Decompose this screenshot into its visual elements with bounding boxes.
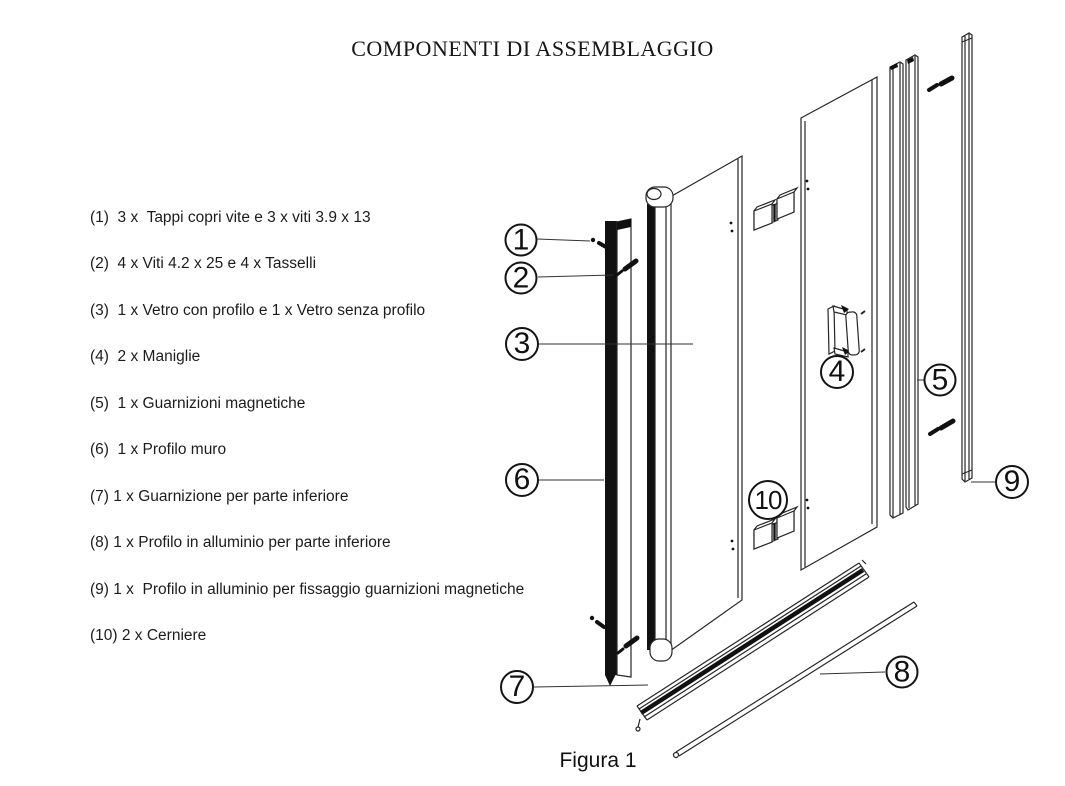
callout-6: 6 bbox=[505, 463, 539, 497]
hinge bbox=[754, 188, 797, 230]
glass-panel-without-profile bbox=[801, 77, 877, 570]
callout-10: 10 bbox=[748, 480, 788, 520]
callout-8: 8 bbox=[886, 656, 919, 689]
part-item-3: (3) 1 x Vetro con profilo e 1 x Vetro senza profilo bbox=[90, 302, 426, 319]
gasket-fixing-profile bbox=[962, 33, 972, 482]
callout-7: 7 bbox=[500, 670, 534, 704]
wall-profile bbox=[605, 219, 631, 686]
callout-5: 5 bbox=[924, 364, 957, 397]
figure-caption: Figura 1 bbox=[559, 749, 637, 772]
part-item-8: (8) 1 x Profilo in alluminio per parte inferiore bbox=[90, 534, 391, 551]
magnetic-gaskets bbox=[890, 55, 918, 518]
page-title: COMPONENTI DI ASSEMBLAGGIO bbox=[351, 36, 714, 61]
leader-lines bbox=[534, 239, 995, 687]
door-vertical-profile bbox=[646, 187, 673, 661]
part-item-2: (2) 4 x Viti 4.2 x 25 e 4 x Tasselli bbox=[90, 255, 317, 272]
glass-panel-with-profile bbox=[670, 156, 742, 651]
part-item-4: (4) 2 x Maniglie bbox=[90, 348, 201, 365]
part-item-9: (9) 1 x Profilo in alluminio per fissaggio guarnizioni magnetiche bbox=[90, 581, 525, 598]
callout-3: 3 bbox=[505, 327, 539, 361]
part-item-5: (5) 1 x Guarnizioni magnetiche bbox=[90, 395, 306, 412]
callout-9: 9 bbox=[995, 465, 1029, 499]
part-item-6: (6) 1 x Profilo muro bbox=[90, 441, 227, 458]
callout-2: 2 bbox=[505, 262, 538, 295]
part-item-7: (7) 1 x Guarnizione per parte inferiore bbox=[90, 488, 349, 505]
part-item-10: (10) 2 x Cerniere bbox=[90, 627, 207, 644]
callout-4: 4 bbox=[820, 355, 854, 389]
part-item-1: (1) 3 x Tappi copri vite e 3 x viti 3.9 x 13 bbox=[90, 209, 371, 226]
callout-1: 1 bbox=[505, 224, 538, 257]
